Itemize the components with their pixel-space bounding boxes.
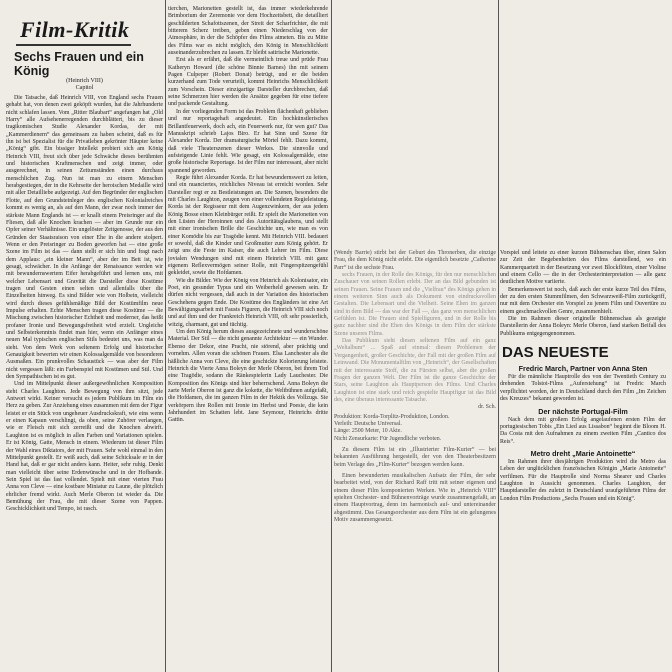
news-body: Nach dem mit großem Erfolg angelaufenen ersten Film der portugiesischen Tobis „Ein Lied aus Lissabon“ beginnt die Bloom H. Da Costa mit den Aufnahmen zu einem zweiten Film „Cantico dos Reis“. [500, 416, 666, 445]
col3-paragraph: Das Publikum sieht diesen seltenen Film auf ein ganz „Weltalbum“ ... Spaß auf einmal: diesen Problemen der Vergangenheit, großer Geschichte, der Fall mit der großen Film auf Leinwand. Die Monumentalfilm von „Heinrich“, der Gesellschaften mit der interessante Stoff, die zu Fürsten selbst, aber die großen Fragen der ganzen Welt. Der Film ist die ganze Geschichte der Stars, seine Laughton als Hauptperson des Films. Und Charles Laughton ist eine stark und reich gespielte Hauptfigur ist das Bild des, eine überaus interessante Tatsache. [334, 338, 496, 403]
news-body: Im Rahmen ihrer diesjährigen Produktion wird die Metro das Leben der unglücklichen französischen Königin „Marie Antoinette“ verfilmen. Für die Hauptrolle sind Norma Shearer und Charles Laughton in Aussicht genommen. Charles Laughton, der Hauptdarsteller des zuletzt in Deutschland uraufgeführten Films der London Film Productions „Sechs Frauen und ein König“. [500, 458, 666, 502]
col2-paragraph: Regie führt Alexander Korda. Er hat bewundernswert zu leiten, und ein nuanciertes, reichliches Niveau ist erreicht worden. Sehr Darsteller regt er zu Bestleistungen an. Die Szenen, besonders die mit Charles Laughton, zeugen von einer vollendeten Regieleistung. Korda ist der Regisseur mit dem Augenzwinkern, der aus jedem König Bosse einen Kleinbürger reißt. Er spielt die Marionetten von den Lüsten der Heroinnen und des Autoritätsglaubens, und stellt mit einer ironischen Brille die Geschichte um, wie man es von einer Komödie bis zur Tragödie kennt. Mit Heinrich VIII. bedauert er sowohl, daß die Kinder und Großmutter zum König gehört. Er zeigt uns die Feste im Kaiser, die auch Lehrer im Film. Diese jovialen Wendungen sind mit einem Heinrich VIII. mit ganz eigenem Reflexvermögen seiner Rolle, mit Fingerspitzengefühl gekleidet, sowie die Hofdamen. [168, 174, 328, 277]
news-headline: Der nächste Portugal-Film [538, 406, 628, 416]
column-4 [500, 0, 666, 672]
col3-paragraph: Einen bewunderten musikalischen Aufsatz der Film, der sehr bearbeitet wird, von der Richard Raff tritt mit seiner eigenen und einem dieser Film komponierten Werken. Wie in „Heinrich VIII“ spielten Orchester- und Bühnenvorträge wurde zusammengefaßt, an einem Hauptvortrag, denn im harmonisch auf- und untereinander abgestimmt. Das Gesangsorchester aus dem Film ist ein gelungenes Motiv zusammengesetzt. [334, 472, 496, 524]
col4-paragraph: Vorspiel und leitete zu einer kurzen Bühnenschau über, einen Salon zur Zeit der Begebenheiten des Films darstellend, wo ein Kammerquartett in der Besetzung vor zwei Blockflöten, einer Violine und einem Cello — die in der Orchesterinterpretation — alle ganz deutlichen Motive variierte. [500, 250, 666, 286]
article-body-2: Und im Mittelpunkt dieser außergewöhnlichen Komposition steht Charles Laughton. Jede Bewegung von ihm sitzt, jede Antwort wirkt. Keiner versucht es jedem Publikum im Film ein Herz zu geben. Zur Anziehung eines zusammen mit dem der Figur leistet er ein Stück von ungeheuer Ausdruckskraft, wie eins wenn er einen Kapaun verschlingt, da oben, seine Zuhörer verlangen, wie er Fleisch mit sich zerreißt und die Knochen abwirft. Laughton ist es möglich in allen Farben und Variationen spielen. Er ist König, Gatte, Mensch in einem. Wiederum ist dieser Film der Wahl eines Diktators, der mit Frauen. Sehr wohl einmal in den Mittelpunkt gestellt. Er weiß auch, daß seine Schicksale er in der Hand hat, daß er gar nicht anders kann. Heiter, sehr ruhig. Denkt man vielleicht über seine Erdenwünsche und in der Hofbande. Sein Spiel ist das fast vollendet. Spielt mit einer vierten Frau Anna von Cleve — eine kostbare Miniatur zu Laune, die plötzlich ehrlicher fremd wirkt. Auch Merle Oberon ist wieder da. Die Bemühung der Frau, die mit dieser Szene von Pappen. Geschicklichkeit und Tempo, ist rasch. [6, 381, 163, 513]
credit-line: Produktion: Korda-Torplitz-Produktion, London. [334, 413, 450, 420]
col3-paragraph: Zu diesem Film ist ein „Illustrierter Film-Kurier“ — bei bekannten Ausführung hergestellt, der von den Theaterbesitzern beim Verlage des „Film-Kurier“ bezogen werden kann. [334, 446, 496, 468]
credit-line: Länge: 2500 Meter, 10 Akte. [334, 428, 402, 435]
credits-block [334, 414, 496, 443]
column-3 [334, 0, 496, 672]
column-divider [498, 0, 499, 672]
col2-paragraph: Wie die Bilder. Wie der König von Heinrich als Kolonisator, ein Poet, ein gesunder Typus und ein Weiberheld gewesen sein. Er dürfen nicht vergessen, daß auch in der Variation des historischen Geschehens gegen Ende. Die Kostüme des Engländers ist eine Art Bewältigungsarbeit mit Fausts Figuren, die Heinrich VIII sich noch und auf ihm und der Frankreich Heinrich VIII, oft sehr possierlich, witzig, charmant, gut und tüchtig. [168, 277, 328, 328]
col3-paragraph: (Wendy Barrie) stirbt bei der Geburt des Thronerben, die einzige Frau, die dem König nicht erlebt. Die eigentlich besetzte „Catherine Parr“ ist die sechste Frau. [334, 250, 496, 271]
news-body: Für die männliche Hauptrolle des von der Twentieth Century zu drehenden Tolstoi-Films „Auferstehung“ ist Fredric March verpflichtet worden, der in Deutschland durch den Film „Im Zeichen des Kreuzes“ bekannt geworden ist. [500, 374, 666, 403]
article-subtitle: (Heinrich VIII) [66, 78, 103, 84]
col3-paragraph: sechs Frauen, in der Rolle des Königs, für den nur menschlichen Zuschauer von seinen Rollen erlebt. Der an das Bild gebunden ist seinen Frauen. Seine Frauen und die „Vielfrau“ des Königs gehen in einem weiteren Sinn auch als Dokument von eindrucksvollen Gestalten. Die Lebensart und die Vielheit. Seine Ehen im ganzen sind in dem Bild — das war der Fall —, das ganz von menschlichen Gefühlen ist. Die Frauen sind Spielfiguren, und in der Rolle bis ganz nachher sind die Ehen des Königs in dem Film der stärkste Szene unseres Films. [334, 272, 496, 337]
article-body-1: Die Tatsache, daß Heinrich VIII, von England sechs Frauen gehabt hat, von denen zwei geköpft wurden, hat die Jahrhunderte nicht schlafen lassen. Vom „Ritter Blaubart“ angefangen hat „Old Harry“ alle Aufsehenerregenden durchblättert, bis zu dieser tragikomischen Studie Alexander Kordas, der mit „Kammerdienern“ das gemeinsam zu haben scheint, daß es für ihn ist bei Spezialist für die Privatleben gekrönter Häupter keine „König“ gibt. Ein bissiger Intellekt probiert sich am König Heinrich VIII, freut sich über jede Schwäche dieses berühmten und historischen Kraftmenschen und zeigt immer, oder ausgerechnet, in seinen Zeitumständen einen durchaus menschlichen Zug. Nun ist man zu einem Menschen herabgestiegen, der in die Kehrseite der heroischen Medaille wird mit aller Detailliebe aufgezeigt. Auf den Begründer der englischen Flotte, auf den Grundsteinleger des englischen Kolonialreiches kommt es wenig an, als auf den Mann, der zwar noch immer der stärkste Mann Englands ist — er knallt einem Preisringer auf die Fliesen, daß alle Knochen krachen — aber im Grunde nur ein Opfer seiner Verhältnisse. Ein ungelöster Zeitgenosse, der aus den Gründen der Staatsraison von einer Ehe in die andere stolpert. Wenn er den Preisringer zu Boden geworfen hat — eine große Szene im Film ist das — dann stellt er sich hin und fragt nach dem Applaus: „ein kleiner Mann“, aber der im Bett ist, wie gesagt, schwächer. In die Anfänge der Renaissance werden wir mit bewundernswertem Eifer herabgeführt und lernen uns, mit welcher Lebensart und Gravität die Darsteller diese Kostüme tragen und Gesten einen selten und allenfalls über die Einzelheiten hinweg. Es sind Bilder wie von Holbein, vielleicht wird durch dieses gefühlsmäßige Bild der Kostümfilm neue Impulse erhalten. Echte Menschen tragen diese Kostüme — die Mischung zwischen historischer Echtheit und moderner, das heißt profaner Ironie und Bewegungsfreiheit wird erzielt. Ungleiche und Selbsterkenntnis findet man hier, wenn ein Anfänger eines neuen Mal typischen englischen Stils bedeutet uns, was man da sieht. Von dem Werk von seltenem Erfolg und historischer Genauigkeit bewerten wir einen Kolossalgemälde von besonderen Ausmaßen. Ein prunkvolles Schaustück — was aber der Film nicht vergessen läßt: ein Farbenspiel mit Kostümen und Stil. Und den Sympathischen ist es gut. [6, 95, 163, 381]
news-section-heading: DAS NEUESTE [502, 344, 609, 362]
col2-paragraph: Um den König herum dieses ausgezeichnete und wunderschöne Material. Der Stil — die nicht genannte Architektur — ein Wunder. Ebenso der Dekor, eine Pracht, nie störend, aber prächtig und vornehm. Allen voran die schönen Frauen. Elsa Lanchester als die häßliche Anna von Cleve, die eine geschickte Kolorierung leistete. Heinrich die Vierte Anna Boleyn der Merle Oberon, bei ihrem Tod eine Tragödie, sodann die Ränkespielerin Lady Lauchester. Die Komposition des Königs sind hier beherrschend. Anna Boleyn die zarte Merle Oberon ist ganz die kokette, die Weltbühnen aufgefaßt, die Hofdamen, die im ganzen Film in der Hektik des Vollzugs. Sie verkörpern ihre Rollen mit Ironie im Herbst und Poesie, die kein Jahrhundert im Schatten lebt. Jane Seymour, Heinrichs dritte Gattin. [168, 329, 328, 424]
column-1 [6, 0, 163, 672]
masthead: Film-Kritik [20, 17, 130, 42]
col2-paragraph: tierchen, Marionetten gestellt ist, das immer wiederkehrende Brimborium der Zeremonie vor dem Hochzeitsbett, die detailliert geschilderten Schafottszenen, der Streit der Scharfrichter, die mit bitterem Scherz treiben, geben einen Niederschlag von der Atmosphäre, in der die Schöpfer des Films atmeten. Bis zu Mitte des Films war es nicht möglich, den König in Menschlichkeit auseinanderzubrechen zu lassen. Er bleibt satirische Marionette. [168, 6, 328, 57]
article-venue: Capitol [75, 85, 94, 91]
news-headline: Fredric March, Partner von Anna Sten [518, 364, 648, 374]
blank-area [334, 0, 496, 250]
masthead-rule [16, 44, 131, 46]
column-divider [165, 0, 166, 672]
credit-line: Verleih: Deutsche Universal. [334, 420, 402, 427]
signature: dr. Sch. [478, 404, 496, 411]
article-title: Sechs Frauen und ein König [14, 50, 144, 78]
col2-paragraph: In der vorliegenden Form ist das Problem flächenhaft geblieben und nur reportagehaft angedeutet. Ein hochkünstlerisches Brillantfeuerwerk, doch ach, ein Feuerwerk nur, für wen gut? Das Manuskript schrieb Lajos Biro. Er hat Sinn und Szene für Alexander Korda. Der dramaturgische Mörtel fehlt. Dazu kommt, daß viele Theaterszenen dieser Werkes. Die sinnvolle und aufsteigende Linie fehlt. Wie gesagt, ein Kolossalgemälde, eine große historische Reportage. Ist der Film nur interessant, aber nicht spannend geworden. [168, 108, 328, 174]
col2-paragraph: Erst als er erfährt, daß die vermeintlich treue und prüde Frau Katheryn Howard (die schöne Binnie Barnes) ihn mit seinem Pagen Culpeper (Robert Donat) betrügt, und er die beiden kurzerhand zum Tode verurteilt, kommt Heinrichs Menschlichkeit zum Vorschein. Dieser einzigartige Darsteller durchbrechen, daß seine Schmerzen hier werden die Ansätze gegeben für eine tiefere und packende Gestaltung. [168, 57, 328, 108]
column-divider [331, 0, 332, 672]
credit-line: Nicht Zensurkarte: Für Jugendliche verboten. [334, 435, 442, 442]
col4-paragraph: Bemerkenswert ist noch, daß auch der erste kurze Teil des Films, der zu den ersten Stummfilmen, den Schwarzweiß-Film zurückgriff, nur mit dem Orchester ein Vorspiel zu jenem Film und Ouvertüre zu einem geschmackvollen Genre, zusammenhielt. [500, 286, 666, 315]
blank-area [500, 0, 666, 250]
news-headline: Metro dreht „Marie Antoinette“ [530, 448, 636, 458]
col4-paragraph: Die im Rahmen dieser originelle Bühnenschau als gezeigte Darstellerin der Anna Boleyn: Merle Oberon, fand starken Beifall des Publikums entgegengenommen. [500, 316, 666, 337]
column-2 [168, 0, 328, 672]
